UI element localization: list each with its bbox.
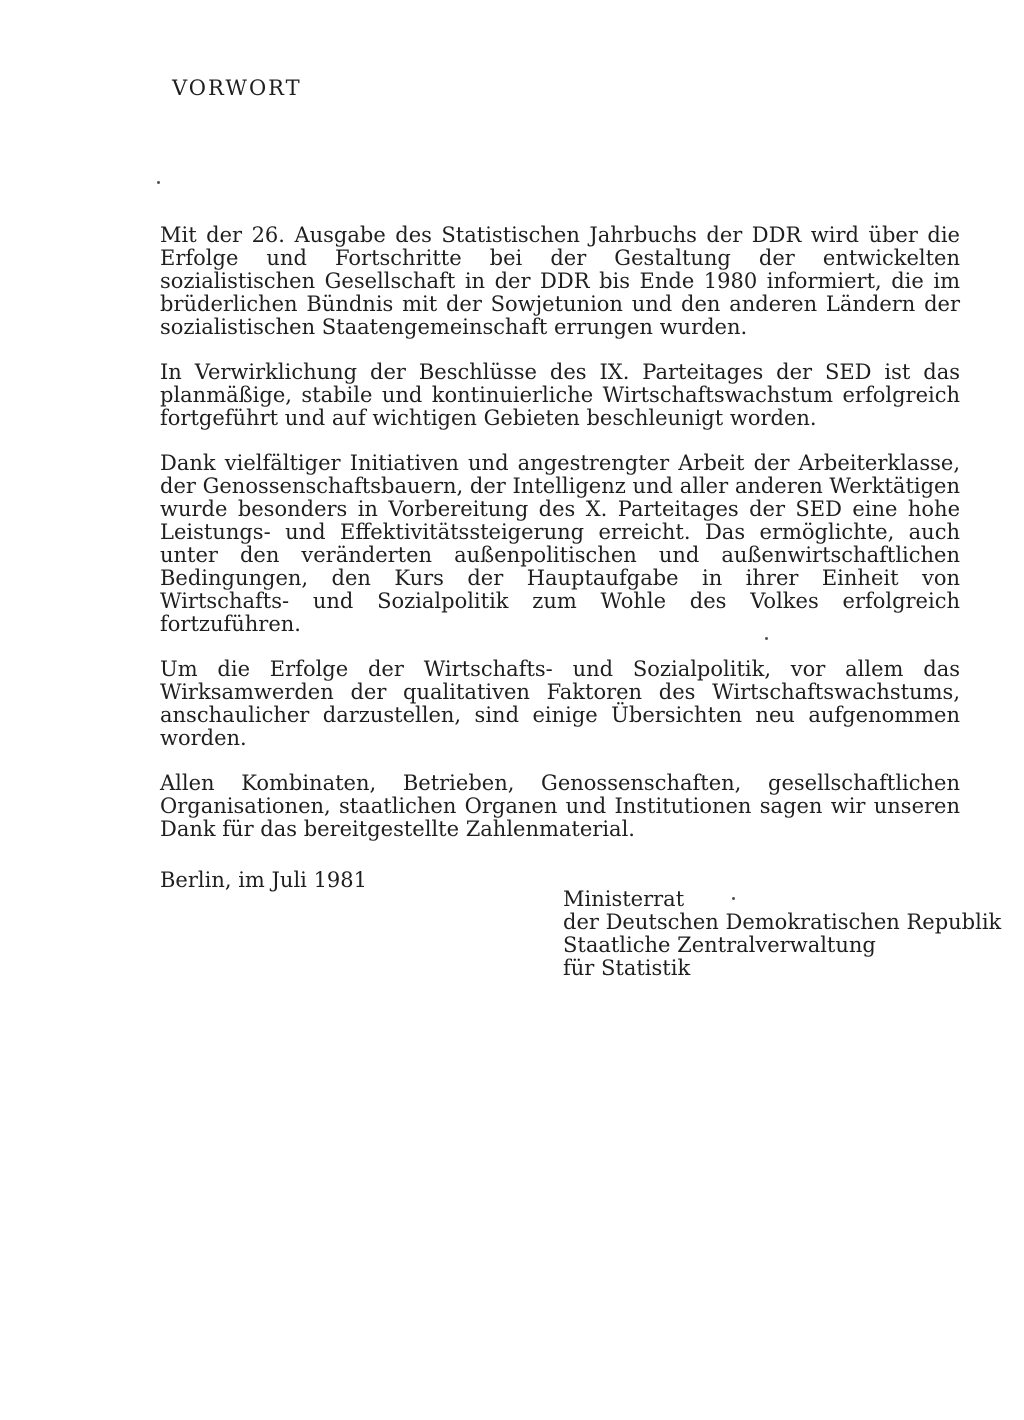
page-title: VORWORT [172, 76, 302, 100]
scan-speck [157, 181, 160, 184]
signature-line-2: der Deutschen Demokratischen Republik [563, 910, 1002, 934]
paragraph-2: In Verwirklichung der Beschlüsse des IX. Parteitages der SED ist das planmäßige, stabile und kontinuierliche Wirtschaftswachstum erfolgreich fortgeführt und auf wichtigen Gebieten beschleunigt worden. [160, 360, 960, 430]
signature-block [563, 888, 1001, 980]
body-text [160, 224, 960, 892]
signature-line-3: Staatliche Zentralverwaltung [563, 933, 876, 957]
paragraph-4: Um die Erfolge der Wirtschafts- und Sozialpolitik, vor allem das Wirksamwerden der qualitativen Faktoren des Wirtschaftswachstums, anschaulicher darzustellen, sind einige Übersichten neu aufgenommen worden. [160, 657, 960, 750]
scan-speck [732, 897, 735, 900]
place-date: Berlin, im Juli 1981 [160, 868, 368, 892]
paragraph-1: Mit der 26. Ausgabe des Statistischen Jahrbuchs der DDR wird über die Erfolge und Fortschritte bei der Gestaltung der entwickelten sozialistischen Gesellschaft in der DDR bis Ende 1980 informiert, die im brüderlichen Bündnis mit der Sowjetunion und den anderen Ländern der sozialistischen Staatengemeinschaft errungen wurden. [160, 223, 960, 339]
signature-line-4: für Statistik [563, 956, 691, 980]
paragraph-5: Allen Kombinaten, Betrieben, Genossenschaften, gesellschaftlichen Organisationen, staatlichen Organen und Institutionen sagen wir unseren Dank für das bereitgestellte Zahlenmaterial. [160, 771, 960, 841]
signature-line-1: Ministerrat [563, 887, 685, 911]
paragraph-3: Dank vielfältiger Initiativen und angestrengter Arbeit der Arbeiterklasse, der Genossenschaftsbauern, der Intelligenz und aller anderen Werktätigen wurde besonders in Vorbereitung des X. Parteitages der SED eine hohe Leistungs- und Effektivitätssteigerung erreicht. Das ermöglichte, auch unter den veränderten außenpolitischen und außenwirtschaftlichen Bedingungen, den Kurs der Hauptaufgabe in ihrer Einheit von Wirtschafts- und Sozialpolitik zum Wohle des Volkes erfolgreich fortzuführen. [160, 451, 960, 636]
scan-speck [765, 637, 768, 640]
